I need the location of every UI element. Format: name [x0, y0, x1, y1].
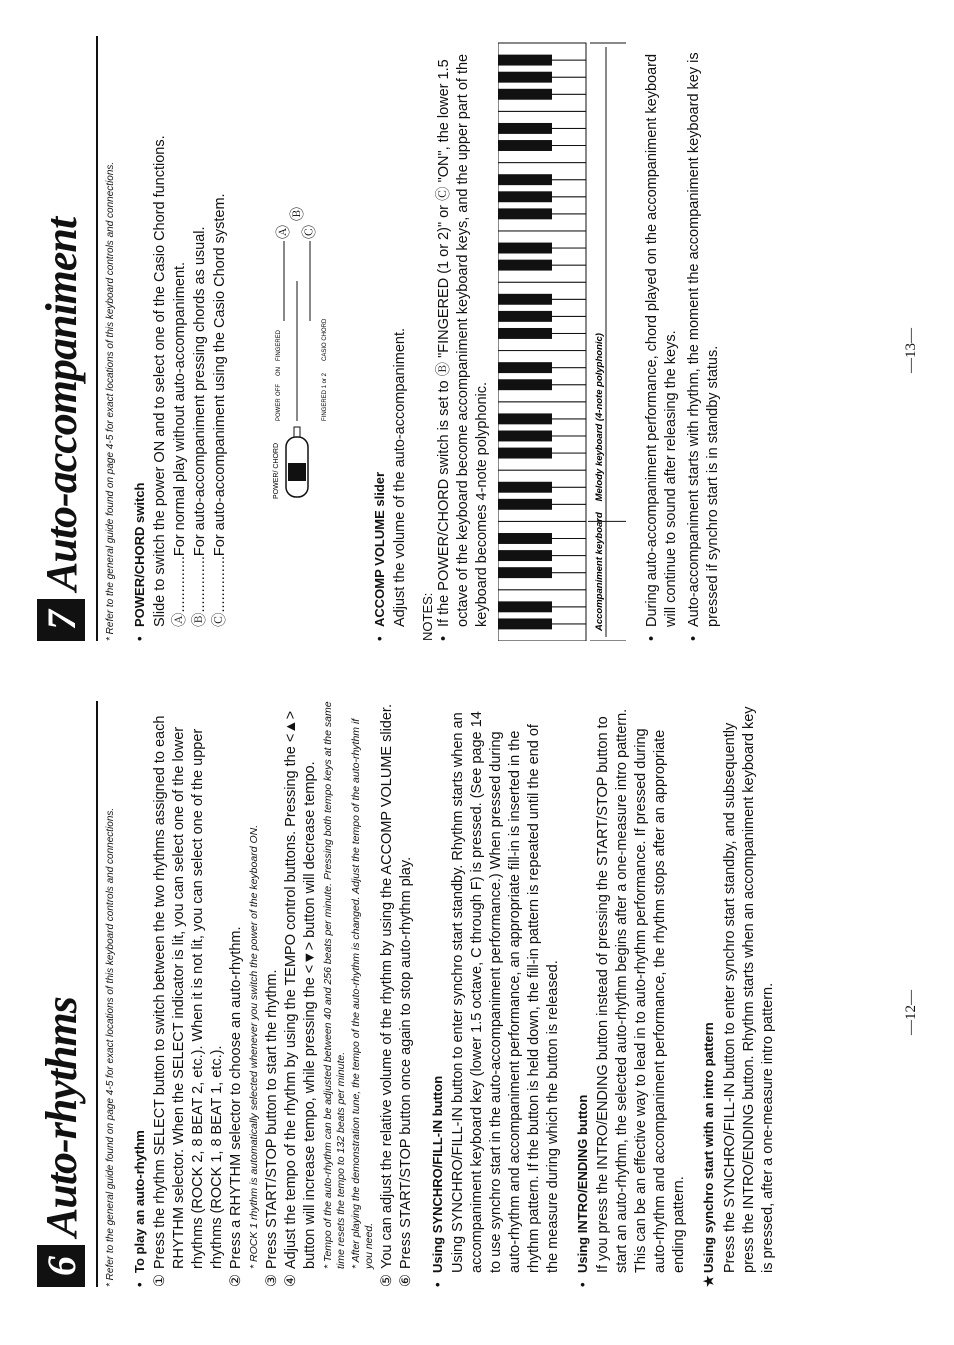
switch-pos-fingered-12: FINGERED 1 or 2 — [322, 372, 328, 421]
switch-title: POWER/ CHORD — [273, 443, 280, 499]
keyboard-diagram — [498, 36, 633, 641]
switch-pos-fingered: FINGERED — [276, 329, 282, 361]
title-rule — [96, 701, 98, 1287]
black-key — [498, 140, 552, 151]
page-title: Auto-rhythms — [36, 997, 86, 1237]
black-key — [498, 431, 552, 442]
step-6: ⑥ Press START/STOP button once again to stop auto-rhythm play. — [398, 856, 414, 1287]
black-key — [498, 362, 552, 373]
black-key — [498, 260, 552, 271]
keyboard-illustration — [498, 41, 628, 641]
heading-intro-ending: •Using INTRO/ENDING button — [575, 1094, 590, 1287]
heading-power-chord: •POWER/CHORD switch — [132, 482, 147, 641]
black-key — [498, 379, 552, 390]
black-key — [498, 55, 552, 66]
notes-title: NOTES: — [420, 592, 435, 641]
chapter-number-badge: 6 — [37, 1245, 85, 1287]
black-key — [498, 533, 552, 544]
black-key — [498, 174, 552, 185]
step-2: ② Press a RHYTHM selector to choose an auto-rhythm. — [228, 926, 244, 1287]
switch-pos-on: ON — [276, 367, 282, 376]
black-key — [498, 413, 552, 424]
page-title: Auto-accompaniment — [36, 217, 86, 591]
black-key — [498, 328, 552, 339]
note-keyboard-split: • If the POWER/CHORD switch is set to Ⓑ "FINGERED (1 or 2)" or Ⓒ "ON", the lower 1.5 octave of the keyboard become accompaniment keyboard keys, and the upper part of the keyboard becomes 4-note polyphonic. — [436, 53, 490, 641]
switch-illustration — [242, 201, 362, 501]
step-3: ③ Press START/STOP button to start the rhythm. — [264, 969, 280, 1287]
note-tempo-range: * Tempo of the auto-rhythm can be adjusted between 40 and 256 beats per minute. Pressing both tempo keys at the same time resets the tempo to 132 beats per minute. — [322, 701, 347, 1269]
power-chord-switch-diagram — [242, 36, 362, 501]
step-1: ① Press the rhythm SELECT button to switch between the two rhythms assigned to each RHYTHM selector. When the SELECT indicator is lit, you can select one of the lower rhythms (ROCK 2, 8 BEAT 2, etc.). When it is not lit, you can select one of the upper rhythms (ROCK 1, 8 BEAT 1, etc.). — [152, 715, 225, 1287]
marker-a: Ⓐ — [275, 225, 291, 239]
chapter-number-badge: 7 — [37, 599, 85, 641]
note-synchro-start: • Auto-accompaniment starts with rhythm, the moment the accompaniment keyboard key is pressed if synchro start is in standby status. — [686, 52, 721, 641]
intro-paragraph: If you press the INTRO/ENDING button instead of pressing the START/STOP button to start an auto-rhythm, the selected auto-rhythm begins after a one-measure intro pattern. This can be an effective way to lead in to auto-rhythm performance. If pressed during auto-rhythm and accompaniment performance, the rhythm stops after an appropriate ending pattern. — [595, 708, 687, 1273]
page-number-13: —13— — [903, 328, 919, 373]
keyboard-keys — [498, 43, 586, 641]
heading-play-auto-rhythm: •To play an auto-rhythm — [132, 1130, 147, 1287]
option-a: Ⓐ..............For normal play without auto-accompaniment. — [172, 261, 188, 627]
black-key — [498, 294, 552, 305]
black-key — [498, 89, 552, 100]
synchro-paragraph: Using SYNCHRO/FILL-IN button to enter synchro start standby. Rhythm starts when an accompaniment keyboard key (lower 1.5 octave, C through F) is pressed. (See page 14 to use synchro start in the auto-accompaniment performance.) When pressed during auto-rhythm and accompaniment performance, an appropriate fill-in is inserted in the rhythm pattern. If the button is held down, the fill-in pattern is repeated until the end of the measure during which the button is released. — [450, 711, 561, 1273]
section-title-row — [28, 36, 94, 641]
switch-pos-power: POWER — [276, 398, 282, 421]
switch-pos-off: OFF — [276, 384, 282, 396]
note-rock1: * ROCK 1 rhythm is automatically selected whenever you switch the power of the keyboard ON. — [248, 824, 260, 1269]
reference-note: * Refer to the general guide found on page 4-5 for exact locations of this keyboard controls and connections. — [105, 807, 116, 1287]
reference-note: * Refer to the general guide found on page 4-5 for exact locations of this keyboard controls and connections. — [105, 161, 116, 641]
black-key — [498, 191, 552, 202]
black-key — [498, 567, 552, 578]
switch-knob — [288, 463, 306, 481]
title-rule — [96, 36, 98, 641]
heading-synchro-intro: ★Using synchro start with an intro pattern — [701, 1022, 716, 1287]
black-key — [498, 208, 552, 219]
note-demo-tempo: * After playing the demonstration tune, the tempo of the auto-rhythm is changed. Adjust the tempo of the auto-rhythm if you need. — [350, 718, 375, 1269]
step-5: ⑤ You can adjust the relative volume of the rhythm by using the ACCOMP VOLUME slider. — [379, 704, 395, 1287]
step-4: ④ Adjust the tempo of the rhythm by using the TEMPO control buttons. Pressing the <▲> button will increase tempo, while pressing the <▼> button will decrease tempo. — [283, 710, 318, 1287]
option-b: Ⓑ..............For auto-accompaniment pressing chords as usual. — [192, 226, 208, 627]
page-number-12: —12— — [903, 990, 919, 1035]
option-c: Ⓒ..............For auto-accompaniment using the Casio Chord system. — [212, 193, 228, 627]
black-key — [498, 72, 552, 83]
black-key — [498, 550, 552, 561]
black-key — [498, 482, 552, 493]
power-chord-paragraph: Slide to switch the power ON and to select one of the Casio Chord functions. — [152, 135, 168, 627]
heading-accomp-volume: •ACCOMP VOLUME slider — [372, 471, 387, 641]
note-chord-sustain: • During auto-accompaniment performance, chord played on the accompaniment keyboard will continue to sound after releasing the keys. — [644, 53, 679, 641]
marker-b: Ⓑ — [289, 207, 305, 221]
switch-track-end — [294, 427, 300, 437]
page-12 — [0, 673, 954, 1345]
black-key — [498, 618, 552, 629]
section-title-row — [28, 701, 94, 1287]
black-key — [498, 243, 552, 254]
black-key — [498, 123, 552, 134]
black-key — [498, 601, 552, 612]
accompaniment-keyboard-label: Accompaniment keyboard — [594, 512, 605, 631]
switch-pos-casio-chord: CASIO CHORD — [322, 318, 328, 361]
black-key — [498, 499, 552, 510]
black-key — [498, 448, 552, 459]
black-key — [498, 311, 552, 322]
marker-c: Ⓒ — [301, 225, 317, 239]
accomp-volume-paragraph: Adjust the volume of the auto-accompaniment. — [392, 327, 408, 627]
heading-synchro-fill-in: •Using SYNCHRO/FILL-IN button — [430, 1075, 445, 1287]
melody-keyboard-label: Melody keyboard (4-note polyphonic) — [594, 333, 605, 502]
synchro-intro-paragraph: Press the SYNCHRO/FILL-IN button to enter synchro start standby, and subsequently press the INTRO/ENDING button. Rhythm starts when an accompaniment keyboard key is pressed, after a one-measure intro pattern. — [722, 706, 776, 1273]
